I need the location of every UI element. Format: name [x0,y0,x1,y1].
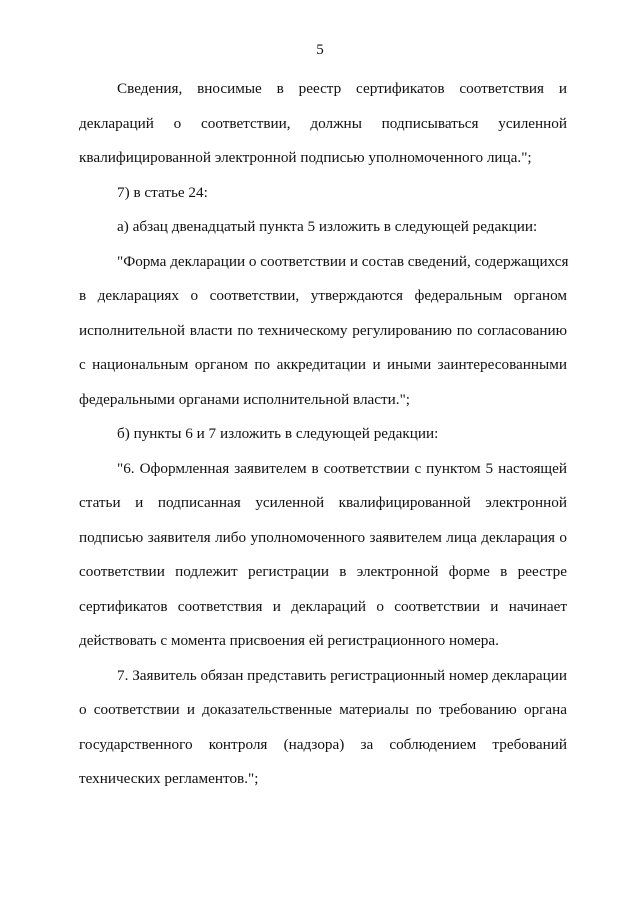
text-line: государственного контроля (надзора) за соблюдением требований [79,735,567,753]
text-line: о соответствии и доказательственные материалы по требованию органа [79,701,567,718]
text-line: сертификатов соответствия и деклараций о соответствии и начинает [79,597,567,615]
text-line: исполнительной власти по техническому регулированию по согласованию [79,321,567,339]
text-line: с национальным органом по аккредитации и иными заинтересованными [79,356,567,373]
text-line: а) абзац двенадцатый пункта 5 изложить в следующей редакции: [117,218,538,235]
text-line: подписью заявителя либо уполномоченного заявителем лица декларация о [79,528,567,546]
document-body [79,79,567,804]
text-line: действовать с момента присвоения ей регистрационного номера. [79,632,499,649]
text-line: деклараций о соответствии, должны подписываться усиленной [79,114,567,132]
text-line: Сведения, вносимые в реестр сертификатов соответствия и [117,80,567,97]
text-line: 7) в статье 24: [117,183,208,201]
page-number: 5 [316,42,324,58]
text-line: 7. Заявитель обязан представить регистрационный номер декларации [117,666,567,684]
text-line: технических регламентов."; [79,770,259,787]
text-line: б) пункты 6 и 7 изложить в следующей редакции: [117,425,439,442]
text-line: "6. Оформленная заявителем в соответствии с пунктом 5 настоящей [117,459,567,477]
text-line: квалифицированной электронной подписью уполномоченного лица."; [79,149,532,166]
text-line: соответствии подлежит регистрации в электронной форме в реестре [79,563,567,580]
text-line: в декларациях о соответствии, утверждаются федеральным органом [79,287,567,304]
text-line: статьи и подписанная усиленной квалифицированной электронной [79,494,567,511]
text-line: федеральными органами исполнительной власти."; [79,390,411,408]
text-line: "Форма декларации о соответствии и состав сведений, содержащихся [117,252,569,270]
